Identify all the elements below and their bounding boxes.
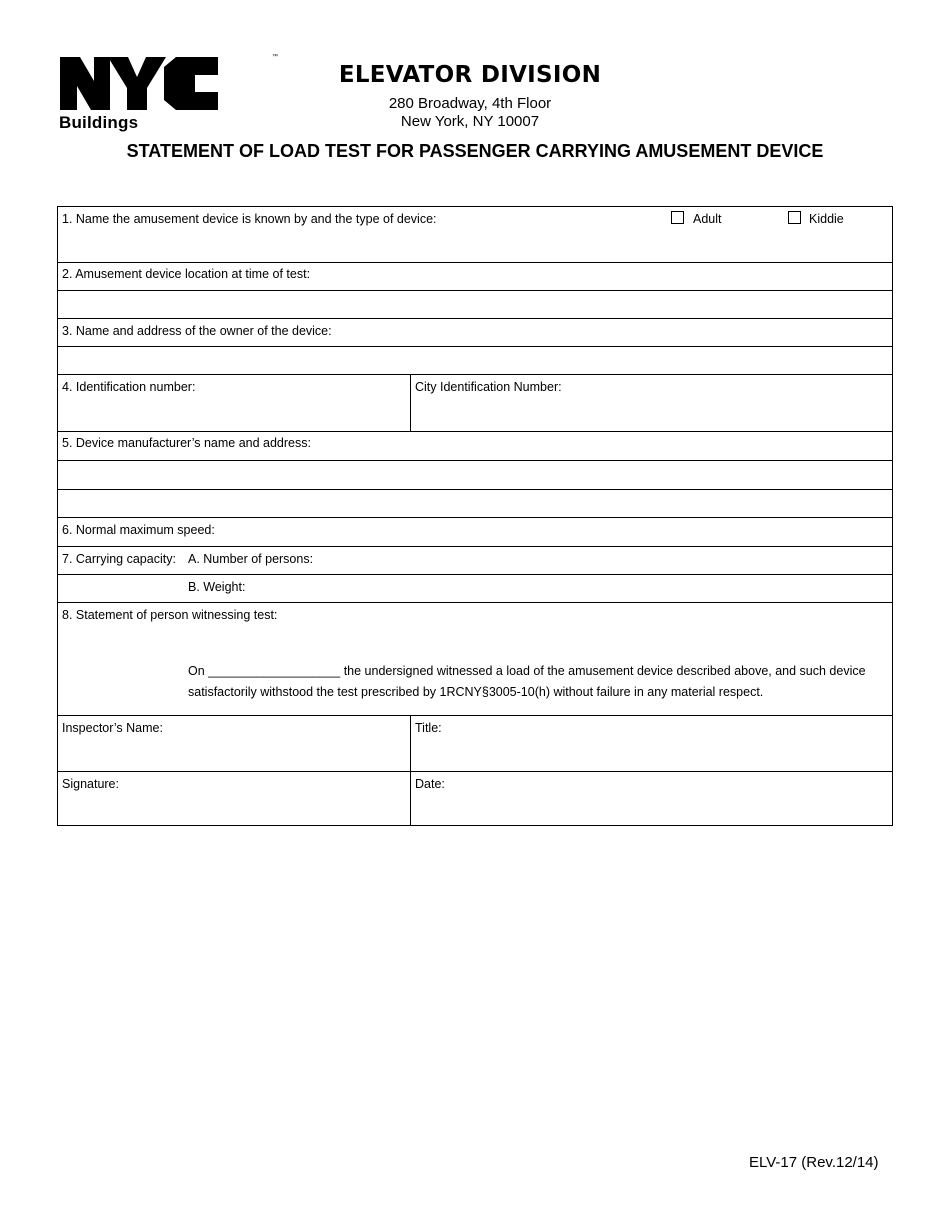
date-label: Date: (415, 777, 445, 791)
q1-label: 1. Name the amusement device is known by and the type of device: (62, 212, 437, 226)
statement-line-2: satisfactorily withstood the test prescribed by 1RCNY§3005-10(h) without failure in any material respect. (188, 685, 764, 699)
kiddie-checkbox[interactable] (788, 211, 801, 224)
q2-label: 2. Amusement device location at time of test: (62, 267, 311, 281)
divider (58, 374, 892, 375)
divider (58, 290, 892, 291)
q8-label: 8. Statement of person witnessing test: (62, 608, 278, 622)
divider (58, 262, 892, 263)
divider (58, 715, 892, 716)
trademark-symbol: ™ (272, 54, 278, 60)
divider (58, 517, 892, 518)
divider (58, 574, 892, 575)
divider (58, 546, 892, 547)
address-line-1: 280 Broadway, 4th Floor (388, 95, 552, 112)
column-divider (410, 715, 411, 826)
divider (58, 489, 892, 490)
nyc-buildings-logo (58, 54, 278, 132)
form-code: ELV-17 (Rev.12/14) (749, 1154, 879, 1171)
division-title: ELEVATOR DIVISION (338, 62, 602, 88)
column-divider (410, 374, 411, 431)
divider (58, 318, 892, 319)
adult-checkbox[interactable] (671, 211, 684, 224)
statement-line-1: On ___________________ the undersigned witnessed a load of the amusement device described above, and such device (188, 664, 866, 678)
form-title: STATEMENT OF LOAD TEST FOR PASSENGER CARRYING AMUSEMENT DEVICE (126, 141, 824, 161)
city-id-label: City Identification Number: (415, 380, 562, 394)
kiddie-label: Kiddie (809, 212, 844, 226)
q4-label: 4. Identification number: (62, 380, 196, 394)
q7-label: 7. Carrying capacity: (62, 552, 176, 566)
title-label: Title: (415, 721, 442, 735)
q3-label: 3. Name and address of the owner of the device: (62, 324, 332, 338)
adult-label: Adult (693, 212, 722, 226)
inspector-name-label: Inspector’s Name: (62, 721, 163, 735)
q6-label: 6. Normal maximum speed: (62, 523, 215, 537)
logo-subtext: Buildings (59, 113, 139, 132)
q7b-label: B. Weight: (188, 580, 246, 594)
signature-label: Signature: (62, 777, 119, 791)
divider (58, 602, 892, 603)
q7a-label: A. Number of persons: (188, 552, 314, 566)
load-test-form (57, 206, 893, 826)
divider (58, 431, 892, 432)
address-line-2: New York, NY 10007 (400, 113, 540, 130)
q5-label: 5. Device manufacturer’s name and address: (62, 436, 311, 450)
divider (58, 346, 892, 347)
divider (58, 460, 892, 461)
nyc-logo-icon (58, 55, 221, 112)
divider (58, 771, 892, 772)
